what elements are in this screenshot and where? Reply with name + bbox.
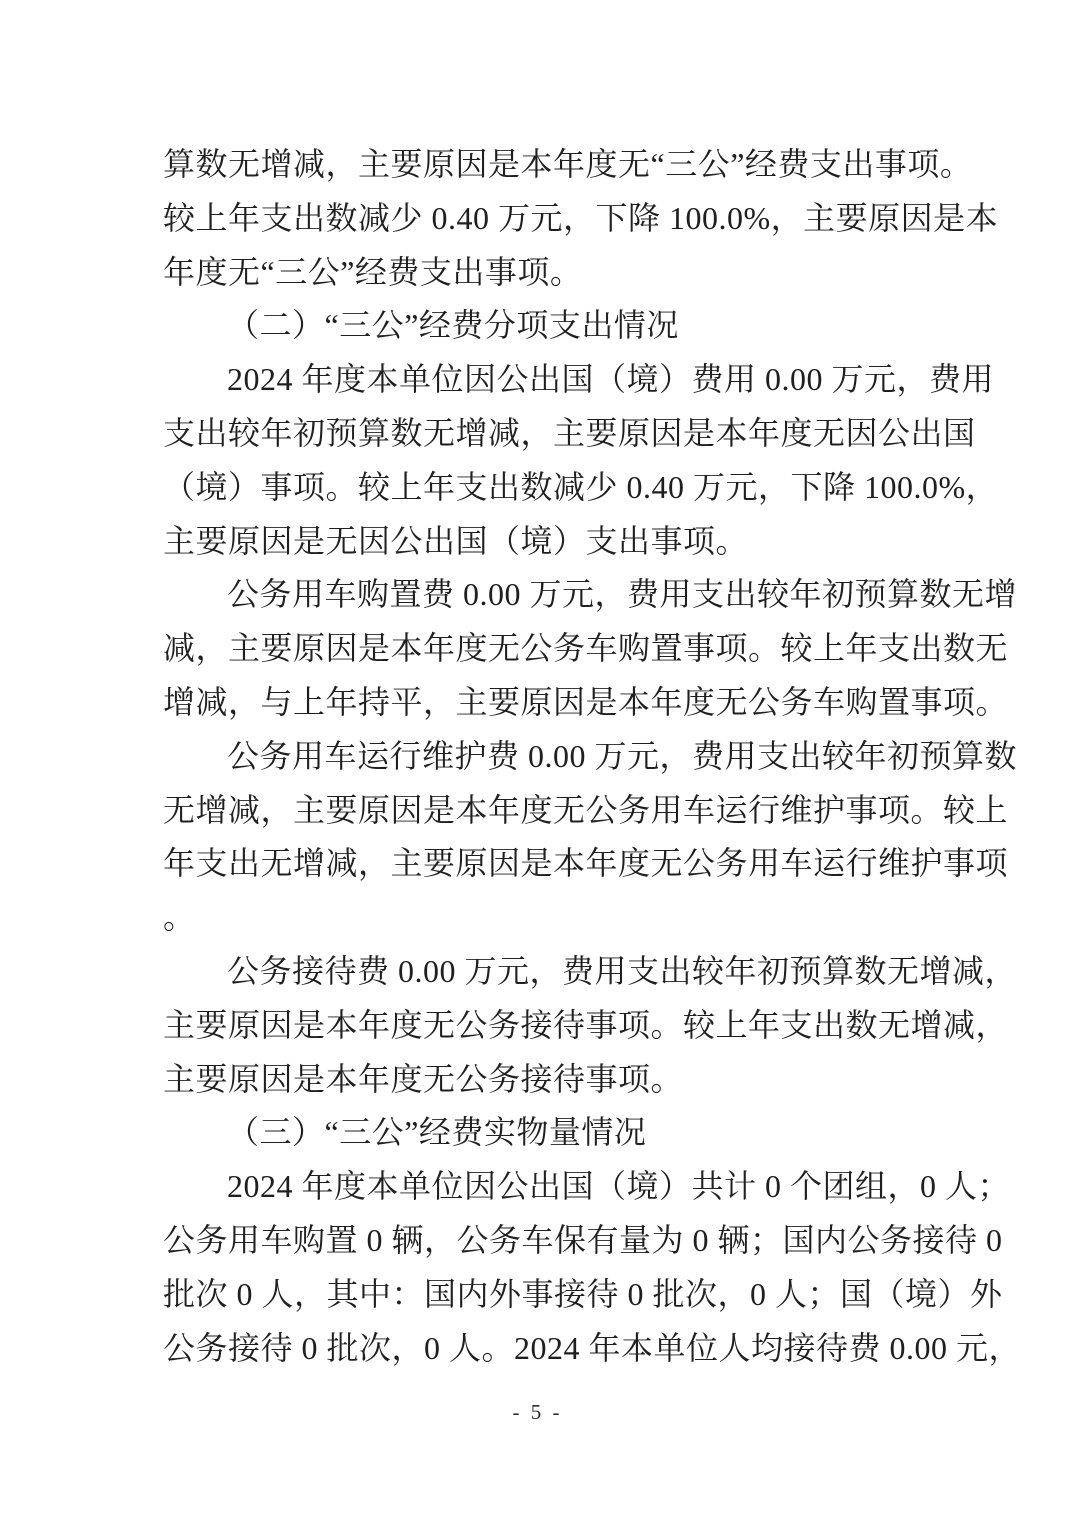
text-line: 算数无增减，主要原因是本年度无“三公”经费支出事项。 <box>163 146 973 182</box>
text-line: 主要原因是本年度无公务接待事项。较上年支出数无增减， <box>163 1006 1009 1043</box>
text-line: 主要原因是无因公出国（境）支出事项。 <box>163 522 749 559</box>
text-line: 年支出无增减，主要原因是本年度无公务用车运行维护事项 <box>163 845 1009 882</box>
text-line: 公务用车购置 0 辆，公务车保有量为 0 辆；国内公务接待 0 <box>163 1221 1003 1258</box>
section-heading-2: （二）“三公”经费分项支出情况 <box>227 307 679 344</box>
text-line: 公务用车运行维护费 0.00 万元，费用支出较年初预算数 <box>227 737 1018 774</box>
text-line: 公务用车购置费 0.00 万元，费用支出较年初预算数无增 <box>227 576 1018 613</box>
text-line: 公务接待 0 批次，0 人。2024 年本单位人均接待费 0.00 元， <box>163 1329 1022 1366</box>
text-line: 批次 0 人，其中：国内外事接待 0 批次，0 人；国（境）外 <box>163 1275 1003 1312</box>
text-line: 年度无“三公”经费支出事项。 <box>163 253 583 290</box>
text-line: 减，主要原因是本年度无公务车购置事项。较上年支出数无 <box>163 630 1009 667</box>
text-line: 无增减，主要原因是本年度无公务用车运行维护事项。较上 <box>163 791 1009 828</box>
page-number: - 5 - <box>512 1400 563 1424</box>
text-line: （境）事项。较上年支出数减少 0.40 万元，下降 100.0%， <box>163 468 999 505</box>
section-heading-3: （三）“三公”经费实物量情况 <box>227 1114 647 1151</box>
text-line: 较上年支出数减少 0.40 万元，下降 100.0%，主要原因是本 <box>163 199 999 236</box>
text-line: 2024 年度本单位因公出国（境）共计 0 个团组，0 人； <box>227 1168 1011 1205</box>
text-line: 。 <box>163 899 196 936</box>
text-line: 支出较年初预算数无增减，主要原因是本年度无因公出国 <box>163 414 976 451</box>
text-line: 公务接待费 0.00 万元，费用支出较年初预算数无增减， <box>227 952 1018 989</box>
text-line: 主要原因是本年度无公务接待事项。 <box>163 1060 684 1097</box>
document-body <box>163 138 1022 1375</box>
text-line: 2024 年度本单位因公出国（境）费用 0.00 万元，费用 <box>227 361 995 398</box>
text-line: 增减，与上年持平，主要原因是本年度无公务车购置事项。 <box>163 683 1009 720</box>
